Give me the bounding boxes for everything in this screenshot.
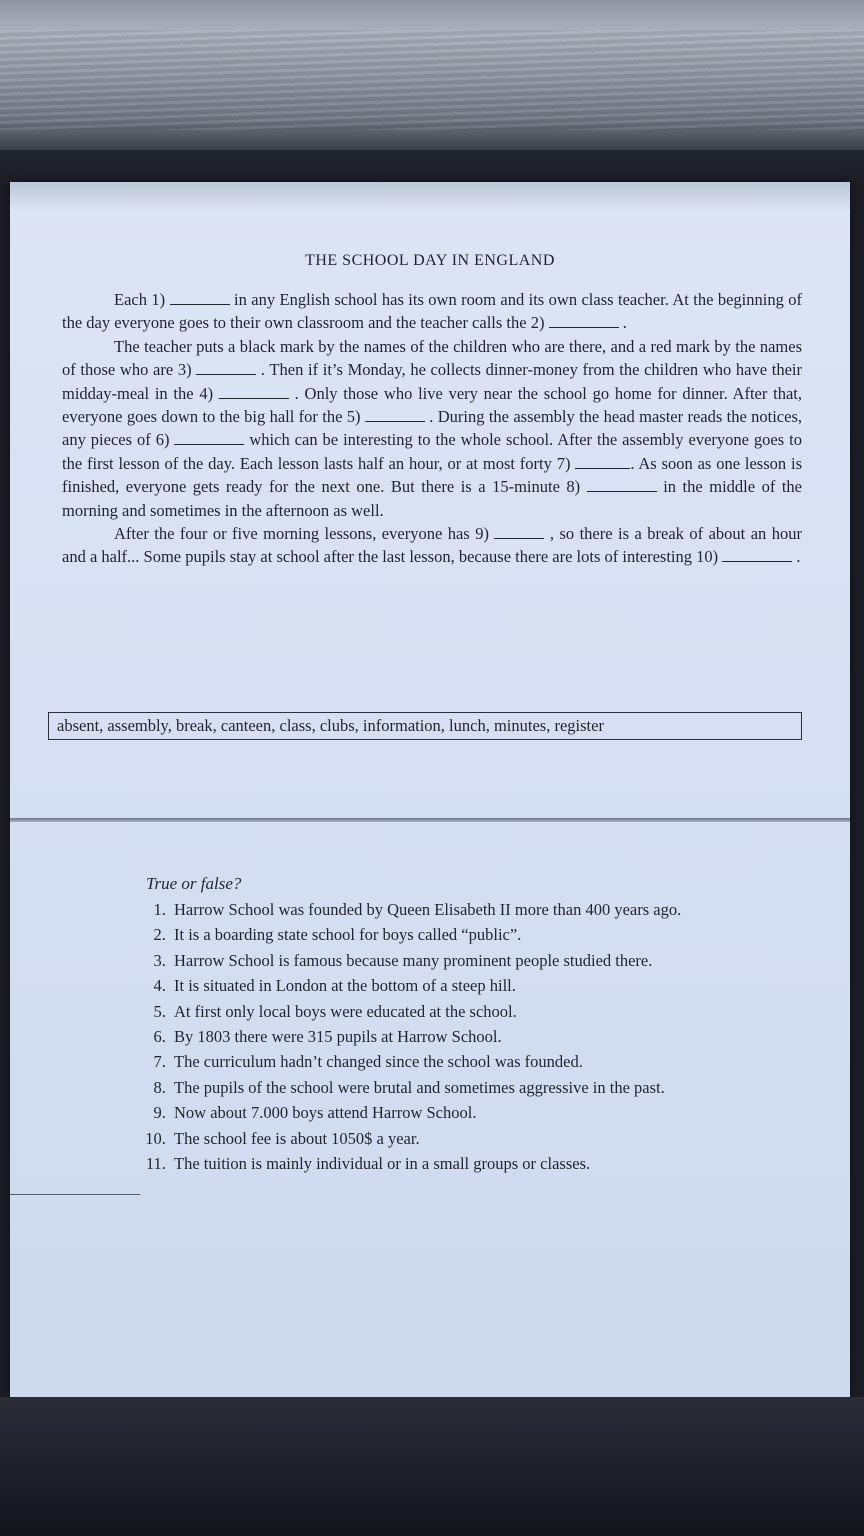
list-item: 1. Harrow School was founded by Queen Elisabeth II more than 400 years ago. — [170, 897, 806, 922]
blank-7 — [575, 454, 630, 469]
p1-text-1: Each 1) — [114, 290, 166, 309]
list-item: 6. By 1803 there were 315 pupils at Harrow School. — [170, 1024, 806, 1049]
list-item: 2. It is a boarding state school for boys called “public”. — [170, 922, 806, 947]
wood-texture — [0, 30, 864, 130]
blank-5 — [365, 407, 425, 422]
list-item: 3. Harrow School is famous because many prominent people studied there. — [170, 948, 806, 973]
p2-text-4: . During the assembly the head master reads the notices, any pieces of 6) — [62, 407, 802, 450]
blank-3 — [196, 360, 256, 375]
blank-1 — [170, 290, 230, 305]
list-item: 10. The school fee is about 1050$ a year. — [170, 1126, 806, 1151]
p2-text-2: . Then if it’s Monday, he collects dinner-money from the children who have their midday-meal in the 4) — [62, 360, 802, 403]
p3-text-3: . — [792, 547, 801, 567]
p3-text-2: , so there is a break of about an hour and a half... Some pupils stay at school after the last lesson, because there are lots of interesting 10) — [62, 524, 802, 567]
true-false-list — [146, 897, 806, 1176]
reading-passage — [62, 288, 802, 569]
paragraph-2 — [62, 335, 802, 522]
p3-text-1: After the four or five morning lessons, everyone has 9) — [114, 524, 495, 544]
list-item: 9. Now about 7.000 boys attend Harrow School. — [170, 1100, 806, 1125]
page-title: THE SCHOOL DAY IN ENGLAND — [305, 252, 555, 269]
paragraph-3 — [62, 522, 802, 569]
p2-text-6: . As soon as one lesson is finished, everyone gets ready for the next one. But there is a 15-minute 8) — [62, 453, 802, 497]
blank-8 — [587, 477, 657, 492]
p1-text-2: in any English school has its own room and its own class teacher. At the beginning of the day everyone goes to their own classroom and the teacher calls the 2) — [62, 290, 803, 333]
blank-2 — [549, 313, 619, 328]
page-top-edge — [10, 182, 850, 212]
p2-text-7: in the middle of the morning and sometimes in the afternoon as well. — [62, 477, 802, 520]
list-item: 11. The tuition is mainly individual or in a small groups or classes. — [170, 1151, 806, 1176]
list-item: 4. It is situated in London at the bottom of a steep hill. — [170, 973, 806, 998]
true-false-section — [146, 874, 806, 1176]
p2-text-3: . Only those who live very near the school go home for dinner. After that, everyone goes down to the big hall for the 5) — [62, 383, 802, 427]
p2-text-1: The teacher puts a black mark by the names of the children who are there, and a red mark by the names of those who are 3) — [62, 336, 802, 380]
list-item: 8. The pupils of the school were brutal and sometimes aggressive in the past. — [170, 1075, 806, 1100]
paragraph-1 — [62, 288, 802, 335]
blank-4 — [219, 384, 289, 399]
blank-9 — [494, 524, 544, 539]
list-item: 7. The curriculum hadn’t changed since the school was founded. — [170, 1049, 806, 1074]
worksheet-page — [10, 182, 850, 1397]
blank-6 — [174, 430, 244, 445]
p2-text-5: which can be interesting to the whole school. After the assembly everyone goes to the first lesson of the day. Each lesson lasts half an hour, or at most forty 7) — [62, 430, 802, 473]
page-fold-line — [10, 818, 850, 822]
cut-line — [10, 1194, 140, 1195]
dark-background — [0, 1397, 864, 1536]
word-bank: absent, assembly, break, canteen, class, clubs, information, lunch, minutes, register — [48, 712, 802, 740]
p1-text-3: . — [618, 313, 627, 333]
true-false-title: True or false? — [146, 874, 242, 893]
list-item: 5. At first only local boys were educated at the school. — [170, 999, 806, 1024]
blank-10 — [722, 547, 792, 562]
